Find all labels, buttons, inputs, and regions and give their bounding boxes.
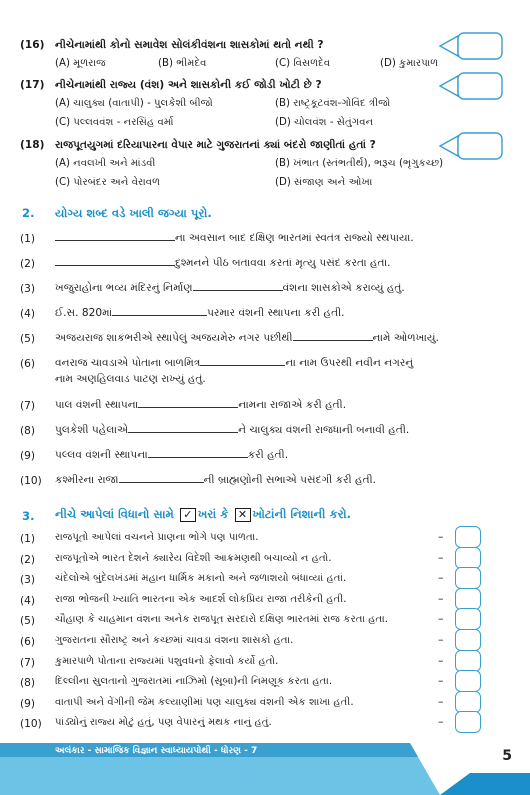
tf-9-dash: –	[438, 694, 444, 708]
tf-3-statement: ચંદેલોએ બુંદેલખંડમાં મહાન ધાર્મિક મકાનો અને જળાશયો બંધાવ્યાં હતાં.	[55, 573, 347, 585]
q18-opt-a: (A) નવલખી અને માંડવી	[55, 158, 156, 169]
tf-5-number: (5)	[20, 615, 36, 628]
tf-3-answer-box[interactable]	[455, 567, 481, 589]
tf-9-number: (9)	[20, 697, 36, 710]
fill-8-blank[interactable]	[128, 423, 238, 433]
fill-4-number: (4)	[20, 308, 36, 320]
answer-tag-16[interactable]	[436, 30, 506, 62]
tf-8-dash: –	[438, 674, 444, 688]
tf-3-number: (3)	[20, 574, 36, 587]
answer-tag-17[interactable]	[436, 70, 506, 102]
fill-8-number: (8)	[20, 425, 36, 437]
fill-3-number: (3)	[20, 283, 36, 295]
fill-7-sentence: પાલ વંશની સ્થાપના નામના રાજાએ કરી હતી.	[55, 399, 347, 411]
tf-7-number: (7)	[20, 656, 36, 669]
fill-5-sentence: અજયરાજ શાકંભરીએ સ્થાપેલું અજયમેરુ નગર પછીથી નામે ઓળખાયું.	[55, 332, 439, 344]
tf-1-answer-box[interactable]	[455, 526, 481, 548]
tf-3-dash: –	[438, 571, 444, 585]
tf-9-statement: વાતાપી અને વેંગીની જેમ કલ્યાણીમાં પણ ચાલુક્ય વંશની એક શાખા હતી.	[55, 696, 354, 708]
tf-2-answer-box[interactable]	[455, 547, 481, 569]
tf-10-number: (10)	[20, 718, 42, 731]
question-18-text: રાજપૂતયુગમાં દરિયાપારના વેપાર માટે ગુજરાતનાં ક્યાં બંદરો જાણીતાં હતાં ?	[55, 139, 376, 151]
fill-2-number: (2)	[20, 258, 36, 270]
fill-5-number: (5)	[20, 333, 36, 345]
question-16-number: (16)	[20, 39, 45, 51]
tf-8-answer-box[interactable]	[455, 670, 481, 692]
fill-10-blank[interactable]	[119, 473, 204, 483]
fill-9-blank[interactable]	[148, 448, 248, 458]
fill-1-number: (1)	[20, 233, 36, 245]
tf-6-answer-box[interactable]	[455, 629, 481, 651]
footer-book-title: અલંકાર - સામાજિક વિજ્ઞાન સ્વાધ્યાયપોથી - ધોરણ - 7	[55, 746, 258, 756]
section-2-number: 2.	[22, 206, 35, 220]
tf-2-number: (2)	[20, 553, 36, 566]
tf-2-dash: –	[438, 550, 444, 564]
fill-6-blank[interactable]	[200, 356, 285, 366]
tf-6-number: (6)	[20, 636, 36, 648]
fill-3-blank[interactable]	[193, 281, 283, 291]
fill-9-sentence: પલ્લવ વંશની સ્થાપના કરી હતી.	[55, 449, 289, 461]
q16-opt-b: (B) ભીમદેવ	[158, 58, 207, 69]
tf-6-statement: ગુજરાતના સૌરાષ્ટ્ર અને કચ્છમાં ચાવડા વંશના શાસકો હતા.	[55, 635, 294, 646]
fill-7-number: (7)	[20, 400, 36, 412]
section-2-title: યોગ્ય શબ્દ વડે ખાલી જગ્યા પૂરો.	[55, 206, 212, 220]
cross-mark-icon: ✕	[235, 508, 251, 522]
tf-10-statement: પાંડ્યોનું રાજ્ય મોટું હતું, પણ વેપારનું મથક નાનું હતું.	[55, 717, 272, 729]
fill-7-blank[interactable]	[138, 398, 238, 408]
q16-opt-c: (C) વિસળદેવ	[275, 58, 331, 69]
tf-6-dash: –	[438, 633, 444, 646]
fill-6-sentence: વનરાજ ચાવડાએ પોતાના બાળમિત્ર ના નામ ઉપરથી નવીન નગરનું	[55, 357, 414, 369]
q17-opt-a: (A) ચાલુક્ય (વાતાપી) - પુલકેશી બીજો	[55, 98, 213, 109]
tf-7-statement: કુમારપાળે પોતાના રાજ્યમાં પશુવધનો ફેલાવો કર્યો હતો.	[55, 655, 279, 667]
tf-10-answer-box[interactable]	[455, 711, 481, 733]
check-mark-icon: ✓	[180, 508, 196, 522]
q17-opt-b: (B) રાષ્ટ્રકૂટવંશ-ગોવિંદ ત્રીજો	[275, 98, 391, 109]
fill-2-sentence: દુશ્મનને પીઠ બતાવવા કરતાં મૃત્યુ પસંદ કરતા હતા.	[55, 256, 391, 270]
question-17-text: નીચેનામાંથી રાજ્ય (વંશ) અને શાસકોની કઈ જોડી ખોટી છે ?	[55, 79, 322, 91]
section-3-number: 3.	[22, 509, 35, 523]
q16-opt-a: (A) મૂળરાજ	[55, 58, 106, 69]
tf-5-dash: –	[438, 612, 444, 626]
tf-5-answer-box[interactable]	[455, 608, 481, 630]
q17-opt-c: (C) પલ્લવવંશ - નરસિંહ વર્મા	[55, 117, 174, 128]
tf-9-answer-box[interactable]	[455, 691, 481, 713]
q18-opt-c: (C) પોરબંદર અને વેરાવળ	[55, 177, 161, 188]
tf-1-dash: –	[438, 530, 444, 543]
tf-8-number: (8)	[20, 677, 36, 690]
question-18-number: (18)	[20, 139, 45, 151]
fill-6-number: (6)	[20, 358, 36, 370]
fill-9-number: (9)	[20, 450, 36, 462]
fill-10-number: (10)	[20, 475, 42, 487]
q18-opt-b: (B) ખંભાત (સ્તંભતીર્થ), ભરૂચ (ભૃગુકચ્છ)	[275, 158, 444, 169]
tf-8-statement: દિલ્લીના સુલતાનો ગુજરાતમાં નાઝિમો (સૂબા)ની નિમણૂક કરતા હતા.	[55, 676, 333, 688]
fill-3-sentence: ખજુરાહોના ભવ્ય મંદિરનું નિર્માણ વંશના શાસકોએ કરાવ્યું હતું.	[55, 282, 405, 294]
tf-7-answer-box[interactable]	[455, 650, 481, 672]
fill-1-blank[interactable]	[55, 231, 175, 241]
question-16-text: નીચેનામાંથી કોનો સમાવેશ સોલંકીવંશના શાસકોમાં થતો નથી ?	[55, 39, 324, 51]
answer-tag-18[interactable]	[436, 130, 506, 162]
question-17-number: (17)	[20, 79, 45, 91]
tf-5-statement: ચૌહાણ કે ચાહમાન વંશના અનેક રાજપૂત સરદારો દક્ષિણ ભારતમાં રાજ કરતા હતા.	[55, 614, 388, 626]
q16-opt-d: (D) કુમારપાળ	[380, 58, 439, 69]
fill-4-blank[interactable]	[112, 306, 207, 316]
tf-7-dash: –	[438, 653, 444, 667]
fill-10-sentence: કશ્મીરના રાજા ની બ્રાહ્મણોની સભાએ પસંદગી કરી હતી.	[55, 474, 376, 486]
fill-8-sentence: પુલકેશી પહેલાએ ને ચાલુક્ય વંશની રાજધાની બનાવી હતી.	[55, 424, 410, 436]
tf-2-statement: રાજપૂતોએ ભારત દેશને ક્યારેય વિદેશી આક્રમણથી બચાવ્યો ન હતો.	[55, 552, 332, 564]
tf-4-answer-box[interactable]	[455, 588, 481, 610]
fill-6-continuation: નામ અણહિલવાડ પાટણ રાખ્યું હતું.	[55, 373, 206, 385]
section-3-title: નીચે આપેલાં વિધાનો સામે ✓ ખરાં કે ✕ ખોટાંની નિશાની કરો.	[55, 507, 352, 521]
tf-10-dash: –	[438, 715, 444, 729]
fill-5-blank[interactable]	[293, 331, 373, 341]
page-number: 5	[502, 748, 512, 764]
q17-opt-d: (D) ચોલવંશ - સેતુંગવન	[275, 117, 374, 128]
tf-1-statement: રાજપૂતો આપેલાં વચનને પ્રાણના ભોગે પણ પાળતા.	[55, 532, 259, 543]
fill-1-sentence: ના અવસાન બાદ દક્ષિણ ભારતમાં સ્વતંત્ર રાજ્યો સ્થપાયા.	[55, 231, 414, 245]
fill-4-sentence: ઈ.સ. 820માં પરમાર વંશની સ્થાપના કરી હતી.	[55, 307, 345, 319]
tf-1-number: (1)	[20, 533, 36, 545]
q18-opt-d: (D) સંજાણ અને ઓખા	[275, 177, 373, 188]
fill-2-blank[interactable]	[55, 256, 175, 266]
tf-4-dash: –	[438, 591, 444, 605]
tf-4-statement: રાજા ભોજની ખ્યાતિ ભારતના એક આદર્શ લોકપ્રિય રાજા તરીકેની હતી.	[55, 593, 347, 605]
tf-4-number: (4)	[20, 594, 36, 607]
